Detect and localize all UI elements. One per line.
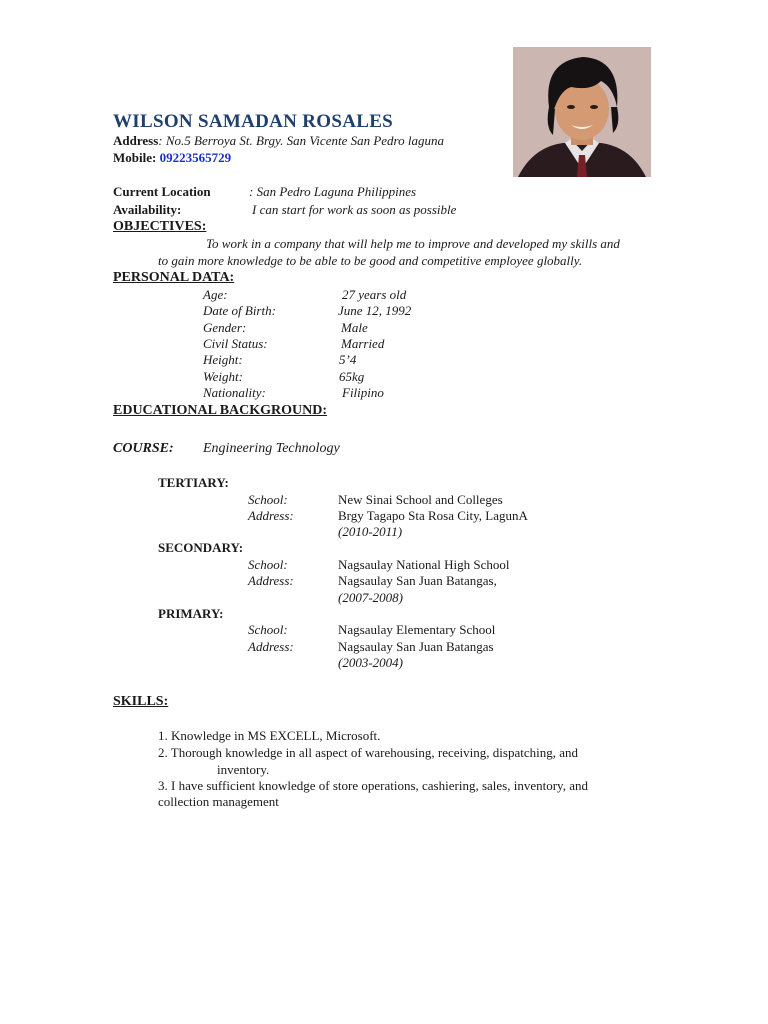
address-line bbox=[113, 133, 444, 149]
personal-value-weight: 65kg bbox=[339, 369, 365, 384]
secondary-school-label: School: bbox=[248, 557, 288, 572]
mobile-label: Mobile: bbox=[113, 150, 157, 165]
course-value: Engineering Technology bbox=[203, 441, 340, 456]
objectives-line-2: to gain more knowledge to be able to be good and competitive employee globally. bbox=[158, 253, 583, 268]
primary-years: (2003-2004) bbox=[338, 655, 403, 670]
skill-item-3-cont: collection management bbox=[158, 794, 279, 809]
skills-heading: SKILLS: bbox=[113, 694, 169, 709]
personal-value-dob: June 12, 1992 bbox=[338, 303, 412, 318]
personal-value-age: 27 years old bbox=[342, 287, 407, 302]
location-label: Current Location bbox=[113, 184, 211, 199]
profile-photo-graphic bbox=[513, 47, 651, 177]
personal-label-nationality: Nationality: bbox=[203, 385, 266, 400]
primary-school: Nagsaulay Elementary School bbox=[338, 622, 496, 637]
secondary-years: (2007-2008) bbox=[338, 590, 403, 605]
personal-value-civil-status: Married bbox=[341, 336, 385, 351]
skill-item-2: 2. Thorough knowledge in all aspect of warehousing, receiving, dispatching, and bbox=[158, 745, 578, 760]
objectives-line-1: To work in a company that will help me to improve and developed my skills and bbox=[206, 236, 620, 251]
education-heading: EDUCATIONAL BACKGROUND: bbox=[113, 403, 328, 418]
primary-school-label: School: bbox=[248, 622, 288, 637]
personal-label-weight: Weight: bbox=[203, 369, 243, 384]
personal-label-dob: Date of Birth: bbox=[203, 303, 276, 318]
profile-photo bbox=[513, 47, 651, 177]
primary-heading: PRIMARY: bbox=[158, 606, 224, 621]
availability-value: I can start for work as soon as possible bbox=[252, 202, 457, 217]
personal-data-heading: PERSONAL DATA: bbox=[113, 270, 235, 285]
skill-item-3: 3. I have sufficient knowledge of store operations, cashiering, sales, inventory, and bbox=[158, 778, 588, 793]
availability-label: Availability: bbox=[113, 202, 182, 217]
mobile-number: 09223565729 bbox=[159, 150, 232, 165]
primary-address-label: Address: bbox=[248, 639, 294, 654]
tertiary-school: New Sinai School and Colleges bbox=[338, 492, 503, 507]
personal-value-nationality: Filipino bbox=[342, 385, 384, 400]
address-value: : No.5 Berroya St. Brgy. San Vicente San Pedro laguna bbox=[158, 133, 444, 148]
secondary-address-label: Address: bbox=[248, 573, 294, 588]
course-label: COURSE: bbox=[113, 441, 174, 456]
tertiary-address-label: Address: bbox=[248, 508, 294, 523]
skill-item-1: 1. Knowledge in MS EXCELL, Microsoft. bbox=[158, 728, 381, 743]
secondary-heading: SECONDARY: bbox=[158, 540, 244, 555]
personal-value-gender: Male bbox=[341, 320, 368, 335]
location-value: : San Pedro Laguna Philippines bbox=[249, 184, 417, 199]
tertiary-years: (2010-2011) bbox=[338, 524, 403, 539]
secondary-school: Nagsaulay National High School bbox=[338, 557, 510, 572]
secondary-address: Nagsaulay San Juan Batangas, bbox=[338, 573, 497, 588]
candidate-name: WILSON SAMADAN ROSALES bbox=[113, 111, 394, 132]
tertiary-school-label: School: bbox=[248, 492, 288, 507]
personal-label-height: Height: bbox=[203, 352, 243, 367]
personal-label-age: Age: bbox=[203, 287, 228, 302]
tertiary-heading: TERTIARY: bbox=[158, 475, 229, 490]
personal-value-height: 5’4 bbox=[339, 352, 357, 367]
personal-label-gender: Gender: bbox=[203, 320, 247, 335]
objectives-heading: OBJECTIVES: bbox=[113, 219, 207, 234]
address-label: Address bbox=[113, 133, 159, 148]
personal-label-civil-status: Civil Status: bbox=[203, 336, 268, 351]
mobile-line bbox=[113, 150, 231, 166]
primary-address: Nagsaulay San Juan Batangas bbox=[338, 639, 494, 654]
tertiary-address: Brgy Tagapo Sta Rosa City, LagunA bbox=[338, 508, 528, 523]
skill-item-2-cont: inventory. bbox=[217, 762, 270, 777]
